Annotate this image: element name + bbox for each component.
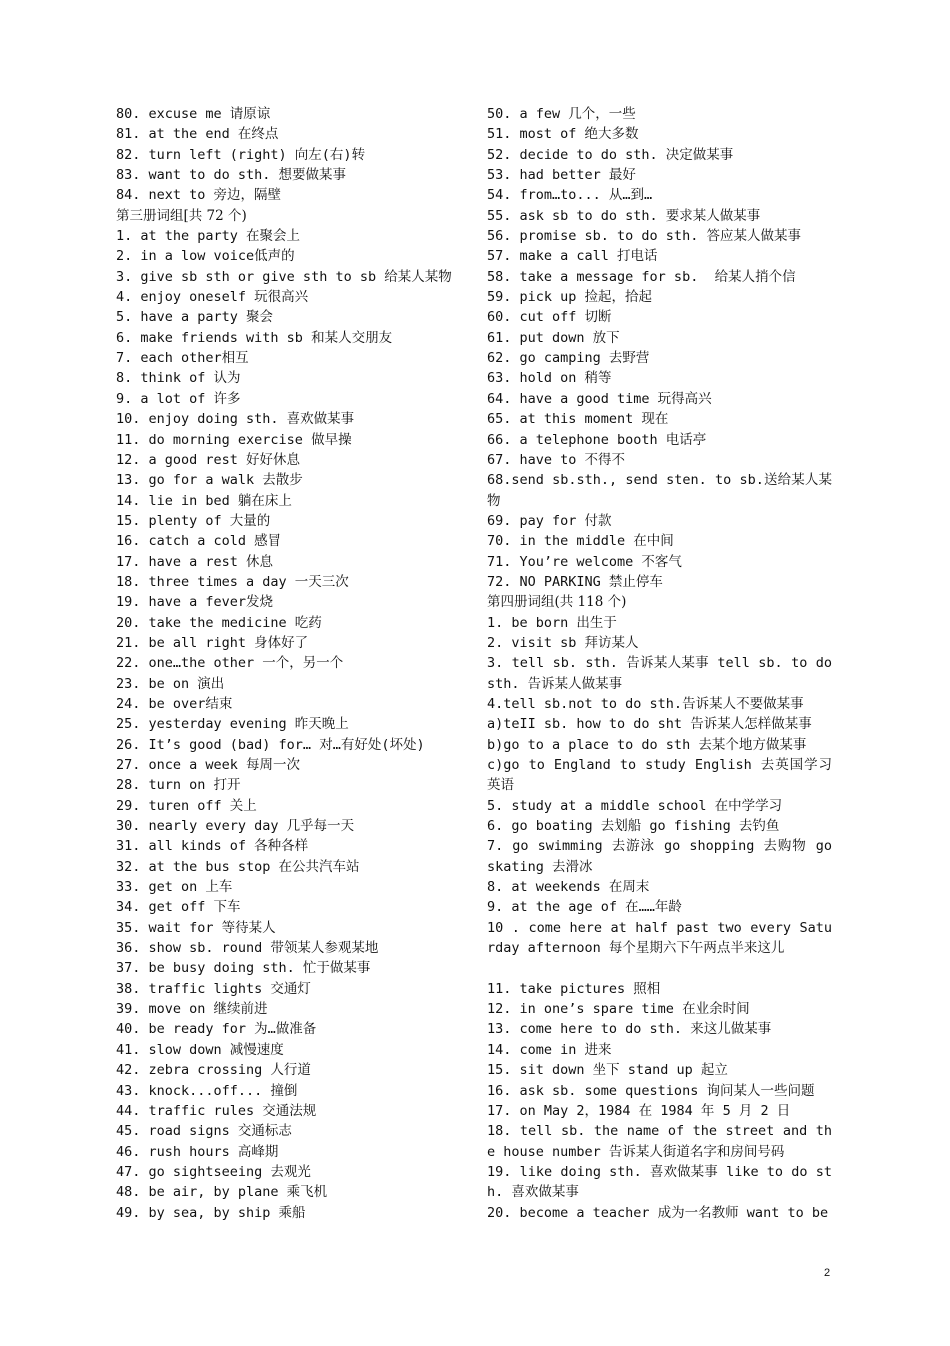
vocabulary-entry: 64. have a good time 玩得高兴 — [487, 390, 712, 407]
vocabulary-entry: 8. think of 认为 — [116, 370, 241, 387]
vocabulary-entry: 18. tell sb. the name of the street and the house number 告诉某人街道名字和房间号码 — [487, 1123, 832, 1160]
vocabulary-entry: 80. excuse me 请原谅 — [116, 106, 271, 122]
vocabulary-entry: 17. have a rest 休息 — [116, 553, 274, 570]
right-column — [487, 104, 832, 1223]
vocabulary-entry: 83. want to do sth. 想要做某事 — [116, 167, 347, 184]
vocabulary-entry: 3. give sb sth or give sth to sb 给某人某物 — [116, 268, 452, 285]
vocabulary-entry: 11. do morning exercise 做早操 — [116, 431, 352, 448]
vocabulary-entry: 24. be over结束 — [116, 695, 233, 712]
vocabulary-entry: 3. tell sb. sth. 告诉某人某事 tell sb. to do sth. 告诉某人做某事 — [487, 655, 832, 692]
vocabulary-entry: 62. go camping 去野营 — [487, 350, 650, 367]
vocabulary-entry: 11. take pictures 照相 — [487, 980, 661, 997]
vocabulary-entry: 19. have a fever发烧 — [116, 594, 274, 611]
vocabulary-entry: 14. come in 进来 — [487, 1041, 612, 1058]
vocabulary-entry: 49. by sea, by ship 乘船 — [116, 1204, 306, 1221]
vocabulary-entry: 70. in the middle 在中间 — [487, 533, 674, 550]
vocabulary-entry: 47. go sightseeing 去观光 — [116, 1163, 311, 1180]
section-heading: 第四册词组(共 118 个) — [487, 594, 627, 611]
vocabulary-entry: 60. cut off 切断 — [487, 309, 612, 326]
vocabulary-entry: 2. visit sb 拜访某人 — [487, 634, 639, 651]
vocabulary-entry: 20. become a teacher 成为一名教师 want to be — [487, 1204, 829, 1221]
vocabulary-entry: 33. get on 上车 — [116, 879, 233, 896]
vocabulary-entry: 71. You’re welcome 不客气 — [487, 553, 682, 570]
vocabulary-entry: 30. nearly every day 几乎每一天 — [116, 818, 355, 835]
vocabulary-entry: 51. most of 绝大多数 — [487, 126, 639, 143]
vocabulary-entry: 27. once a week 每周一次 — [116, 757, 301, 773]
vocabulary-entry: 12. in one’s spare time 在业余时间 — [487, 1001, 750, 1018]
section-heading: 第三册词组[共 72 个) — [116, 207, 247, 224]
vocabulary-entry: 12. a good rest 好好休息 — [116, 451, 301, 468]
vocabulary-entry: 10. enjoy doing sth. 喜欢做某事 — [116, 411, 355, 428]
vocabulary-entry: 63. hold on 稍等 — [487, 370, 612, 387]
vocabulary-entry: 17. on May 2，1984 在 1984 年 5 月 2 日 — [487, 1102, 791, 1119]
vocabulary-entry: 66. a telephone booth 电话亭 — [487, 431, 707, 448]
vocabulary-entry: 15. sit down 坐下 stand up 起立 — [487, 1062, 728, 1079]
vocabulary-entry: 82. turn left (right) 向左(右)转 — [116, 146, 366, 163]
vocabulary-entry: 1. at the party 在聚会上 — [116, 228, 301, 245]
vocabulary-entry: 10 . come here at half past two every Saturday afternoon 每个星期六下午两点半来这儿 — [487, 919, 832, 957]
vocabulary-entry: b)go to a place to do sth 去某个地方做某事 — [487, 736, 807, 753]
vocabulary-entry: 9. a lot of 许多 — [116, 390, 241, 407]
vocabulary-entry: 41. slow down 减慢速度 — [116, 1041, 284, 1058]
vocabulary-entry: 67. have to 不得不 — [487, 451, 626, 468]
vocabulary-entry: 20. take the medicine 吃药 — [116, 614, 322, 631]
vocabulary-entry: 23. be on 演出 — [116, 675, 225, 692]
vocabulary-entry: 59. pick up 捡起，拾起 — [487, 289, 653, 306]
vocabulary-entry: 34. get off 下车 — [116, 899, 241, 916]
vocabulary-entry: 39. move on 继续前进 — [116, 1001, 268, 1018]
vocabulary-entry: 8. at weekends 在周末 — [487, 879, 650, 896]
vocabulary-entry: 43. knock...off... 撞倒 — [116, 1082, 298, 1099]
vocabulary-entry: 25. yesterday evening 昨天晚上 — [116, 716, 349, 733]
vocabulary-entry: 36. show sb. round 带领某人参观某地 — [116, 940, 379, 957]
vocabulary-entry: c)go to England to study English 去英国学习英语 — [487, 757, 832, 794]
vocabulary-entry: 55. ask sb to do sth. 要求某人做某事 — [487, 207, 761, 224]
vocabulary-entry: 22. one…the other 一个，另一个 — [116, 655, 344, 672]
vocabulary-entry: 13. come here to do sth. 来这儿做某事 — [487, 1021, 772, 1038]
vocabulary-entry: 5. have a party 聚会 — [116, 309, 274, 326]
vocabulary-entry: 72. NO PARKING 禁止停车 — [487, 573, 663, 590]
vocabulary-entry: 56. promise sb. to do sth. 答应某人做某事 — [487, 228, 801, 245]
vocabulary-entry: 50. a few 几个，一些 — [487, 106, 636, 122]
vocabulary-entry: 26. It’s good (bad) for… 对…有好处(坏处) — [116, 736, 425, 753]
vocabulary-entry: 29. turen off 关上 — [116, 797, 257, 814]
vocabulary-entry: 53. had better 最好 — [487, 167, 636, 184]
vocabulary-entry: 58. take a message for sb. 给某人捎个信 — [487, 268, 796, 285]
vocabulary-entry: 48. be air, by plane 乘飞机 — [116, 1184, 328, 1201]
vocabulary-entry: 40. be ready for 为…做准备 — [116, 1021, 317, 1038]
vocabulary-entry: 57. make a call 打电话 — [487, 248, 658, 265]
vocabulary-entry: 14. lie in bed 躺在床上 — [116, 492, 292, 509]
vocabulary-entry: 21. be all right 身体好了 — [116, 634, 309, 651]
vocabulary-entry: 81. at the end 在终点 — [116, 126, 279, 143]
vocabulary-entry: 31. all kinds of 各种各样 — [116, 838, 309, 855]
vocabulary-entry: 54. from…to... 从…到… — [487, 187, 653, 204]
vocabulary-entry: 15. plenty of 大量的 — [116, 512, 271, 529]
vocabulary-entry: 61. put down 放下 — [487, 329, 620, 346]
vocabulary-entry: 44. traffic rules 交通法规 — [116, 1102, 317, 1119]
vocabulary-entry: 7. go swimming 去游泳 go shopping 去购物 go skating 去滑冰 — [487, 838, 832, 875]
vocabulary-entry: 35. wait for 等待某人 — [116, 919, 276, 936]
vocabulary-entry: 4. enjoy oneself 玩很高兴 — [116, 289, 309, 306]
vocabulary-entry: 68.send sb.sth., send sten. to sb.送给某人某物 — [487, 472, 832, 509]
vocabulary-entry: 16. ask sb. some questions 询问某人一些问题 — [487, 1082, 815, 1099]
vocabulary-entry: 45. road signs 交通标志 — [116, 1123, 292, 1140]
vocabulary-entry: 4.tell sb.not to do sth.告诉某人不要做某事 — [487, 695, 804, 712]
vocabulary-entry: 7. each other相互 — [116, 350, 249, 367]
vocabulary-entry: 46. rush hours 高峰期 — [116, 1143, 279, 1160]
vocabulary-entry: 65. at this moment 现在 — [487, 411, 669, 428]
vocabulary-entry: 2. in a low voice低声的 — [116, 248, 295, 265]
vocabulary-entry: a)teII sb. how to do sht 告诉某人怎样做某事 — [487, 716, 812, 733]
vocabulary-entry: 6. make friends with sb 和某人交朋友 — [116, 329, 393, 346]
vocabulary-entry: 42. zebra crossing 人行道 — [116, 1062, 311, 1079]
vocabulary-entry: 1. be born 出生于 — [487, 614, 617, 631]
vocabulary-entry: 5. study at a middle school 在中学学习 — [487, 797, 783, 814]
left-column — [116, 104, 461, 1223]
vocabulary-entry: 38. traffic lights 交通灯 — [116, 980, 311, 997]
vocabulary-entry: 6. go boating 去划船 go fishing 去钓鱼 — [487, 818, 780, 835]
vocabulary-entry: 19. like doing sth. 喜欢做某事 like to do sth. 喜欢做某事 — [487, 1163, 832, 1201]
page-number: 2 — [824, 1267, 831, 1279]
vocabulary-entry: 37. be busy doing sth. 忙于做某事 — [116, 960, 371, 977]
vocabulary-entry: 18. three times a day 一天三次 — [116, 573, 349, 590]
vocabulary-entry: 84. next to 旁边，隔壁 — [116, 187, 282, 204]
vocabulary-entry: 28. turn on 打开 — [116, 777, 241, 794]
vocabulary-entry: 16. catch a cold 感冒 — [116, 533, 282, 550]
vocabulary-entry: 69. pay for 付款 — [487, 512, 612, 529]
vocabulary-entry: 13. go for a walk 去散步 — [116, 472, 303, 489]
vocabulary-entry: 52. decide to do sth. 决定做某事 — [487, 146, 734, 163]
vocabulary-entry: 9. at the age of 在……年龄 — [487, 899, 682, 916]
vocabulary-entry: 32. at the bus stop 在公共汽车站 — [116, 858, 360, 875]
